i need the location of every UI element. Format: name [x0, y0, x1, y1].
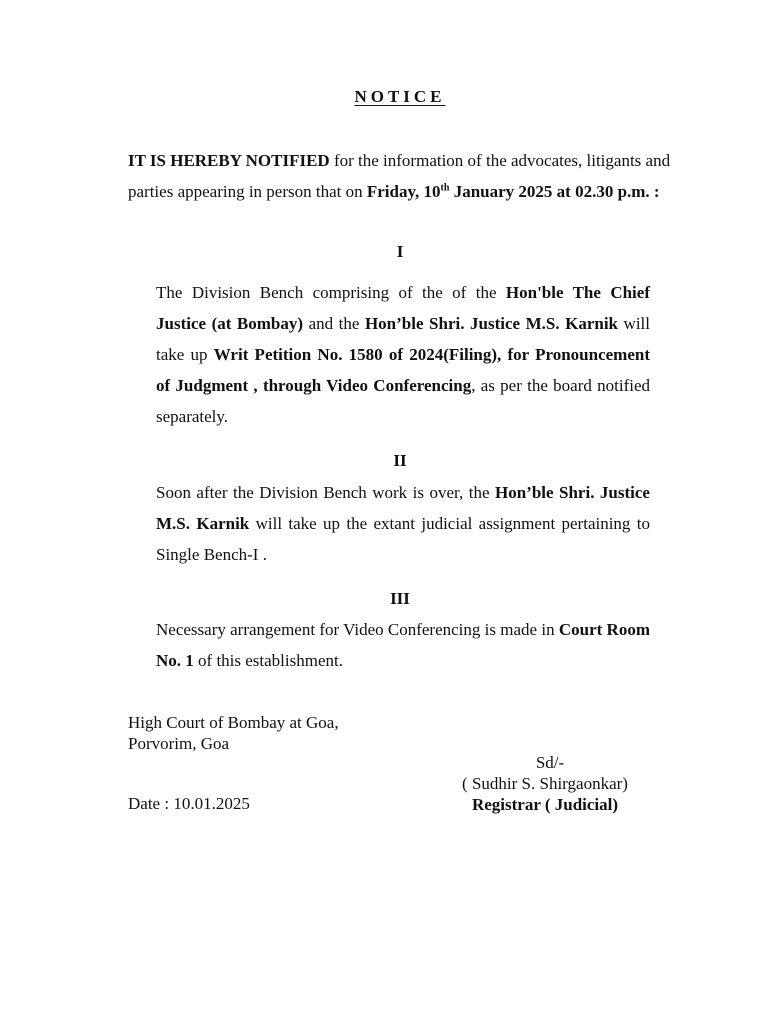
section-paragraph-1: The Division Bench comprising of the of the Hon'ble The Chief Justice (at Bombay) and the Hon’ble Shri. Justice M.S. Karnik will take up Writ Petition No. 1580 of 2024(Filing), for Pronouncement of Judgment , through Video Conferencing, as per the board notified separately. — [156, 283, 650, 426]
notice-title: NOTICE — [354, 87, 446, 106]
intro-paragraph — [128, 145, 678, 207]
section-heading-2: II — [393, 451, 407, 470]
intro-lead: IT IS HEREBY NOTIFIED — [128, 151, 330, 170]
section-paragraph-2: Soon after the Division Bench work is over, the Hon’ble Shri. Justice M.S. Karnik will take up the extant judicial assignment pertaining to Single Bench-I . — [156, 483, 651, 564]
section-heading-1: I — [396, 242, 404, 261]
notice-date: Date : 10.01.2025 — [128, 794, 250, 813]
intro-date: Friday, 10th January 2025 at 02.30 p.m. : — [366, 182, 660, 201]
signature-block — [440, 752, 650, 815]
section-paragraph-3: Necessary arrangement for Video Conferencing is made in Court Room No. 1 of this establishment. — [156, 620, 650, 670]
signatory-name: ( Sudhir S. Shirgaonkar) — [462, 774, 628, 793]
section-heading-3: III — [390, 589, 410, 608]
court-address — [128, 712, 339, 754]
address-line-1: High Court of Bombay at Goa, — [128, 713, 339, 732]
signatory-designation: Registrar ( Judicial) — [471, 795, 619, 814]
intro-text: for the information of the advocates, litigants and parties appearing in person that on — [128, 151, 671, 201]
signature-mark: Sd/- — [535, 753, 565, 772]
address-line-2: Porvorim, Goa — [128, 734, 230, 753]
